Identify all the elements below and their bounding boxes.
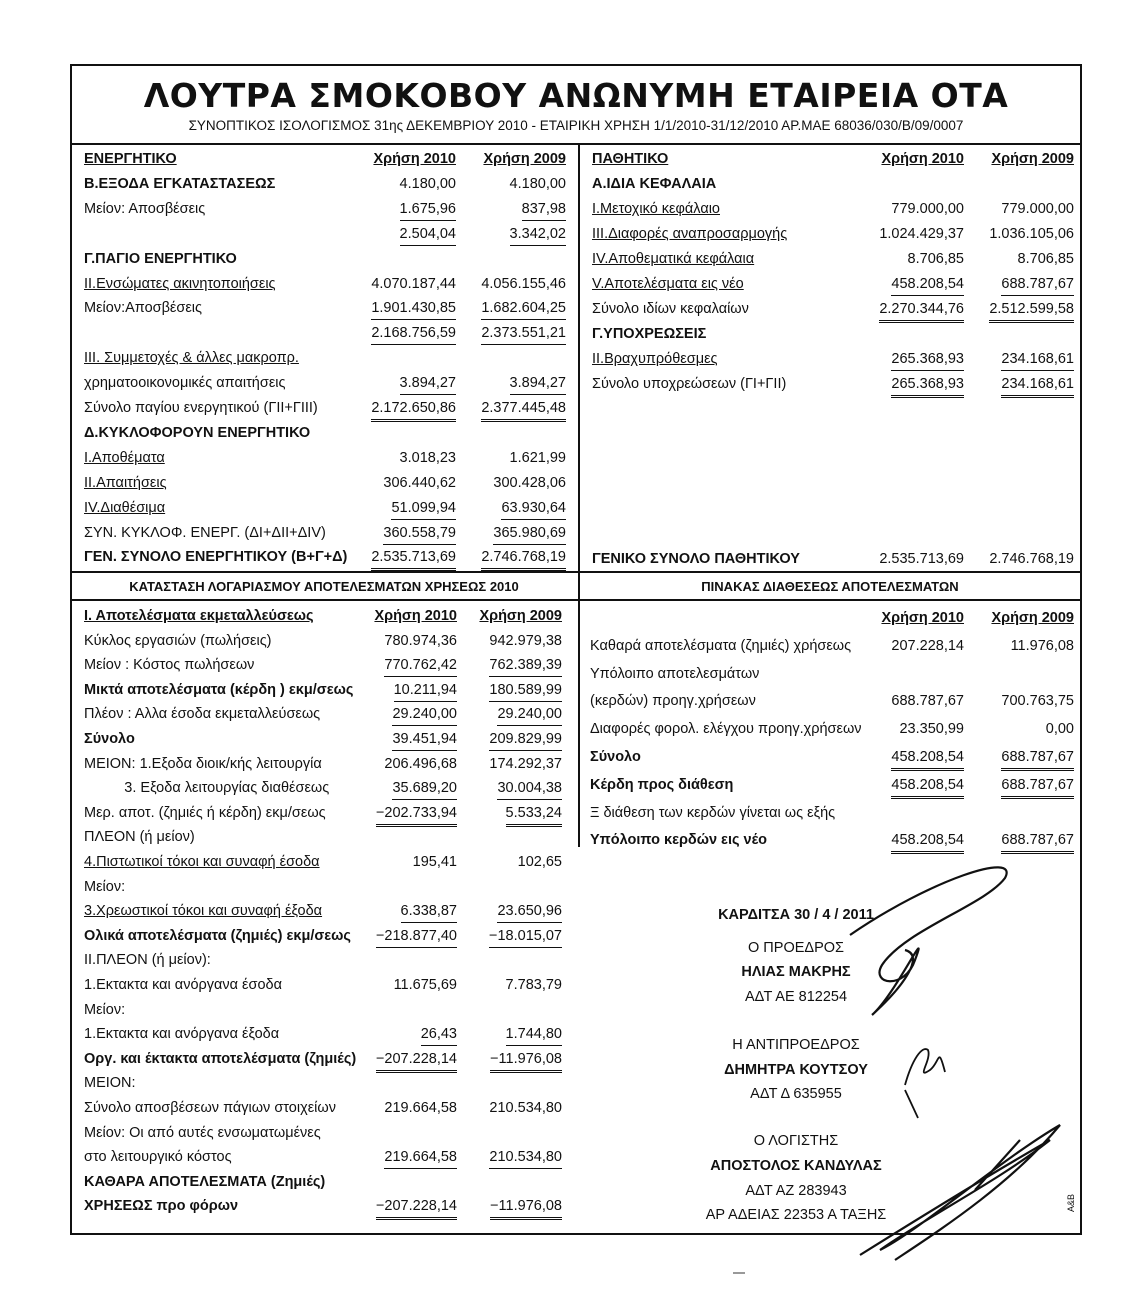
income-value-2010: Χρήση 2010 <box>374 608 457 624</box>
distribution-value-2009: 11.976,08 <box>1010 637 1074 654</box>
income-value-2009: 210.534,80 <box>489 1146 562 1169</box>
assets-value-2010: 2.168.756,59 <box>371 322 456 345</box>
distribution-value-2009: 688.787,67 <box>1001 746 1074 771</box>
distribution-value-2010: 458.208,54 <box>891 829 964 854</box>
assets-value-2009: 3.894,27 <box>510 372 566 395</box>
assets-value-2010: 3.894,27 <box>400 372 456 395</box>
distribution-row <box>590 718 1074 743</box>
liabilities-label: ΙV.Αποθεματικά κεφάλαια <box>592 251 755 267</box>
distribution-row <box>590 829 1074 854</box>
assets-row <box>84 148 566 173</box>
assets-row <box>84 546 566 571</box>
assets-label: Μείον: Αποσβέσεις <box>84 200 206 217</box>
income-value-2009: −11.976,08 <box>490 1195 562 1220</box>
liabilities-value-2010: 1.024.429,37 <box>879 226 964 242</box>
income-value-2009: 180.589,99 <box>489 679 562 702</box>
assets-row <box>84 397 566 422</box>
liabilities-value-2009: 2.512.599,58 <box>989 298 1074 323</box>
income-value-2010: −202.733,94 <box>376 802 457 827</box>
vp-name: ΔΗΜΗΤΡΑ ΚΟΥΤΣΟΥ <box>724 1062 868 1078</box>
assets-value-2010: Χρήση 2010 <box>373 151 456 167</box>
side-mark: A&B <box>1066 1193 1077 1213</box>
distribution-value-2010: 688.787,67 <box>891 693 964 710</box>
assets-value-2009: 4.180,00 <box>509 175 566 192</box>
assets-value-2010: 2.172.650,86 <box>371 397 456 422</box>
income-value-2010: −218.877,40 <box>376 925 457 948</box>
assets-label: Γ.ΠΑΓΙΟ ΕΝΕΡΓΗΤΙΚΟ <box>84 250 237 267</box>
distribution-row <box>590 635 1074 660</box>
income-label: ΧΡΗΣΕΩΣ προ φόρων <box>84 1198 239 1215</box>
liabilities-row <box>592 248 1074 273</box>
income-label: Ολικά αποτελέσματα (ζημιές) εκμ/σεως <box>84 927 351 944</box>
income-row <box>84 949 562 974</box>
income-value-2010: 206.496,68 <box>384 755 457 772</box>
assets-label: ΙV.Διαθέσιμα <box>84 499 166 516</box>
assets-value-2009: 2.377.445,48 <box>481 397 566 422</box>
income-value-2009: 7.783,79 <box>505 977 562 993</box>
assets-value-2009: 365.980,69 <box>493 522 566 545</box>
income-label: 3. Εξοδα λειτουργίας διαθέσεως <box>84 780 330 797</box>
income-row <box>84 703 562 728</box>
income-label: 1.Εκτακτα και ανόργανα έσοδα <box>84 977 282 993</box>
income-value-2010: 770.762,42 <box>384 654 457 677</box>
liabilities-total-row <box>592 548 1074 573</box>
assets-value-2010: 3.018,23 <box>399 449 456 466</box>
assets-label: χρηματοοικονομικές απαιτήσεις <box>84 375 286 392</box>
distribution-label: Υπόλοιπο αποτελεσμάτων <box>590 665 760 682</box>
income-value-2009: 762.389,39 <box>489 654 562 677</box>
company-title: ΛΟΥΤΡΑ ΣΜΟΚΟΒΟΥ ΑΝΩΝΥΜΗ ΕΤΑΙΡΕΙΑ ΟΤΑ <box>143 76 1009 115</box>
president-name: ΗΛΙΑΣ ΜΑΚΡΗΣ <box>741 964 851 980</box>
distribution-label: Κέρδη προς διάθεση <box>590 776 734 793</box>
liabilities-total-2009: 2.746.768,19 <box>989 551 1074 567</box>
president-title: Ο ΠΡΟΕΔΡΟΣ <box>748 940 844 956</box>
liabilities-value-2009: Χρήση 2009 <box>991 151 1074 167</box>
income-label: Σύνολο αποσβέσεων πάγιων στοιχείων <box>84 1100 336 1116</box>
income-row <box>84 630 562 655</box>
liabilities-value-2009: 8.706,85 <box>1017 251 1074 267</box>
assets-value-2009: 300.428,06 <box>493 474 566 491</box>
assets-row <box>84 422 566 447</box>
distribution-value-2009: 700.763,75 <box>1001 693 1074 710</box>
assets-row <box>84 248 566 273</box>
income-label: Μικτά αποτελέσματα (κέρδη ) εκμ/σεως <box>84 681 354 698</box>
accountant-license: ΑΡ ΑΔΕΙΑΣ 22353 Α ΤΑΞΗΣ <box>705 1207 887 1223</box>
accountant-id: ΑΔΤ ΑΖ 283943 <box>745 1183 847 1199</box>
assets-label: ΓΕΝ. ΣΥΝΟΛΟ ΕΝΕΡΓΗΤΙΚΟΥ (Β+Γ+Δ) <box>84 549 348 566</box>
vp-id: ΑΔΤ Δ 635955 <box>750 1086 842 1102</box>
liabilities-label: Σύνολο ιδίων κεφαλαίων <box>592 301 749 317</box>
distribution-value-2009: 0,00 <box>1045 721 1074 738</box>
distribution-value-2009: Χρήση 2009 <box>991 610 1074 626</box>
balance-sheet-subtitle: ΣΥΝΟΠΤΙΚΟΣ ΙΣΟΛΟΓΙΣΜΟΣ 31ης ΔΕΚΕΜΒΡΙΟΥ 2010 - ΕΤΑΙΡΙΚΗ ΧΡΗΣΗ 1/1/2010-31/12/2010 ΑΡ.ΜΑΕ 68036/030/Β/09/0007 <box>188 118 964 133</box>
president-id: ΑΔΤ ΑΕ 812254 <box>744 989 848 1005</box>
distribution-value-2010: 23.350,99 <box>899 721 964 738</box>
income-row <box>84 777 562 802</box>
liabilities-row <box>592 148 1074 173</box>
liabilities-value-2010: 458.208,54 <box>891 273 964 296</box>
assets-label: Δ.ΚΥΚΛΟΦΟΡΟΥΝ ΕΝΕΡΓΗΤΙΚΟ <box>84 424 311 441</box>
assets-row <box>84 522 566 547</box>
distribution-value-2009: 688.787,67 <box>1001 829 1074 854</box>
income-row <box>84 876 562 901</box>
assets-value-2009: 1.682.604,25 <box>481 297 566 320</box>
vp-title: Η ΑΝΤΙΠΡΟΕΔΡΟΣ <box>732 1037 860 1053</box>
income-row <box>84 851 562 876</box>
assets-row <box>84 297 566 322</box>
liabilities-row <box>592 298 1074 323</box>
liabilities-row <box>592 373 1074 398</box>
liabilities-total-label: ΓΕΝΙΚΟ ΣΥΝΟΛΟ ΠΑΘΗΤΙΚΟΥ <box>592 551 800 567</box>
distribution-label: Διαφορές φορολ. ελέγχου προηγ.χρήσεων <box>590 721 862 738</box>
assets-value-2009: 2.746.768,19 <box>481 546 566 571</box>
distribution-value-2010: Χρήση 2010 <box>881 610 964 626</box>
assets-value-2009: 63.930,64 <box>501 497 566 520</box>
assets-value-2009: 2.373.551,21 <box>481 322 566 345</box>
assets-value-2009: 837,98 <box>522 198 566 221</box>
income-row <box>84 1048 562 1073</box>
liabilities-value-2009: 779.000,00 <box>1001 201 1074 217</box>
liabilities-row <box>592 273 1074 298</box>
income-label: Ι. Αποτελέσματα εκμεταλλεύσεως <box>84 608 314 624</box>
income-row <box>84 1146 562 1171</box>
distribution-value-2010: 458.208,54 <box>891 746 964 771</box>
income-label: 3.Χρεωστικοί τόκοι και συναφή έξοδα <box>84 903 323 920</box>
distribution-label: Ξ διάθεση των κερδών γίνεται ως εξής <box>590 804 836 821</box>
header-divider <box>70 143 1082 145</box>
distribution-label: (κερδών) προηγ.χρήσεων <box>590 693 756 710</box>
income-row <box>84 753 562 778</box>
distribution-label: Σύνολο <box>590 749 641 765</box>
income-value-2009: 1.744,80 <box>506 1023 562 1046</box>
income-value-2010: 6.338,87 <box>401 900 457 923</box>
assets-row <box>84 497 566 522</box>
assets-value-2010: 4.180,00 <box>399 175 456 192</box>
income-label: 1.Εκτακτα και ανόργανα έξοδα <box>84 1026 280 1043</box>
income-value-2009: 210.534,80 <box>489 1100 562 1116</box>
distribution-row <box>590 607 1074 632</box>
liabilities-label: Α.ΙΔΙΑ ΚΕΦΑΛΑΙΑ <box>592 176 717 192</box>
income-value-2009: 102,65 <box>517 854 562 870</box>
income-value-2009: 5.533,24 <box>506 802 562 827</box>
distribution-value-2010: 458.208,54 <box>891 774 964 799</box>
assets-row <box>84 273 566 298</box>
income-label: Μερ. αποτ. (ζημιές ή κέρδη) εκμ/σεως <box>84 804 326 821</box>
column-divider-bottom <box>578 571 580 847</box>
income-row <box>84 974 562 999</box>
liabilities-value-2010: 2.270.344,76 <box>879 298 964 323</box>
income-row <box>84 1171 562 1196</box>
income-label: Μείον : Κόστος πωλήσεων <box>84 657 255 674</box>
assets-value-2010: 306.440,62 <box>383 474 456 491</box>
income-value-2009: 30.004,38 <box>497 777 562 800</box>
income-label: ΚΑΘΑΡΑ ΑΠΟΤΕΛΕΣΜΑΤΑ (Ζημιές) <box>84 1173 326 1190</box>
assets-value-2010: 51.099,94 <box>391 497 456 520</box>
liabilities-value-2010: Χρήση 2010 <box>881 151 964 167</box>
income-row <box>84 900 562 925</box>
income-statement-title: ΚΑΤΑΣΤΑΣΗ ΛΟΓΑΡΙΑΣΜΟΥ ΑΠΟΤΕΛΕΣΜΑΤΩΝ ΧΡΗΣΕΩΣ 2010 <box>129 579 519 594</box>
distribution-row <box>590 663 1074 688</box>
distribution-table-title: ΠΙΝΑΚΑΣ ΔΙΑΘΕΣΕΩΣ ΑΠΟΤΕΛΕΣΜΑΤΩΝ <box>701 579 959 594</box>
liabilities-label: ΙΙ.Βραχυπρόθεσμες <box>592 351 718 367</box>
income-label: 4.Πιστωτικοί τόκοι και συναφή έσοδα <box>84 854 320 870</box>
income-row <box>84 999 562 1024</box>
income-row <box>84 654 562 679</box>
assets-value-2010: 360.558,79 <box>383 522 456 545</box>
income-value-2010: 39.451,94 <box>392 728 457 751</box>
liabilities-value-2009: 234.168,61 <box>1001 348 1074 371</box>
distribution-row <box>590 802 1074 827</box>
assets-label: Β.ΕΞΟΔΑ ΕΓΚΑΤΑΣΤΑΣΕΩΣ <box>84 175 276 192</box>
income-row <box>84 1072 562 1097</box>
assets-label: ΙΙ.Ενσώματες ακινητοποιήσεις <box>84 275 276 292</box>
assets-label: ΙΙΙ. Συμμετοχές & άλλες μακροπρ. <box>84 350 299 367</box>
liabilities-label: Ι.Μετοχικό κεφάλαιο <box>592 201 720 217</box>
income-value-2010: 780.974,36 <box>384 632 457 649</box>
assets-value-2010: 1.901.430,85 <box>371 297 456 320</box>
distribution-label: Καθαρά αποτελέσματα (ζημιές) χρήσεως <box>590 637 852 654</box>
section-title-divider <box>70 599 1082 601</box>
income-value-2010: 29.240,00 <box>392 703 457 726</box>
income-value-2009: 174.292,37 <box>489 755 562 772</box>
assets-row <box>84 198 566 223</box>
accountant-title: Ο ΛΟΓΙΣΤΗΣ <box>753 1133 839 1149</box>
assets-label: ΙΙ.Απαιτήσεις <box>84 474 167 491</box>
income-row <box>84 1195 562 1220</box>
income-label: ΙΙ.ΠΛΕΟΝ (ή μείον): <box>84 952 211 969</box>
income-label: Πλέον : Αλλα έσοδα εκμεταλλεύσεως <box>84 706 321 723</box>
income-value-2010: 35.689,20 <box>392 777 457 800</box>
assets-value-2009: Χρήση 2009 <box>483 151 566 167</box>
income-label: ΠΛΕΟΝ (ή μείον) <box>84 829 195 846</box>
income-value-2010: 219.664,58 <box>384 1100 457 1116</box>
income-label: Σύνολο <box>84 731 135 747</box>
income-row <box>84 826 562 851</box>
assets-value-2010: 2.535.713,69 <box>371 546 456 571</box>
income-value-2009: −11.976,08 <box>490 1048 562 1073</box>
assets-value-2009: 3.342,02 <box>510 223 566 246</box>
assets-row <box>84 322 566 347</box>
liabilities-label: ΙΙΙ.Διαφορές αναπροσαρμογής <box>592 226 788 242</box>
liabilities-value-2010: 779.000,00 <box>891 201 964 217</box>
income-label: στο λειτουργικό κόστος <box>84 1149 232 1166</box>
assets-value-2010: 2.504,04 <box>400 223 456 246</box>
distribution-row <box>590 774 1074 799</box>
assets-label: Σύνολο παγίου ενεργητικού (ΓΙΙ+ΓΙΙΙ) <box>84 400 318 416</box>
income-value-2010: 26,43 <box>421 1023 457 1046</box>
liabilities-label: ΠΑΘΗΤΙΚΟ <box>592 151 669 167</box>
assets-row <box>84 472 566 497</box>
income-row <box>84 1097 562 1122</box>
liabilities-row <box>592 348 1074 373</box>
income-label: Μείον: <box>84 878 126 895</box>
liabilities-row <box>592 223 1074 248</box>
liabilities-value-2009: 688.787,67 <box>1001 273 1074 296</box>
income-row <box>84 605 562 630</box>
liabilities-row <box>592 173 1074 198</box>
assets-row <box>84 347 566 372</box>
income-value-2010: −207.228,14 <box>376 1048 457 1073</box>
liabilities-value-2010: 265.368,93 <box>891 348 964 371</box>
assets-label: Ι.Αποθέματα <box>84 449 165 466</box>
accountant-name: ΑΠΟΣΤΟΛΟΣ ΚΑΝΔΥΛΑΣ <box>710 1158 882 1174</box>
assets-row <box>84 173 566 198</box>
income-label: Μείον: Οι από αυτές ενσωματωμένες <box>84 1124 321 1141</box>
liabilities-row <box>592 198 1074 223</box>
assets-row <box>84 223 566 248</box>
income-value-2009: 29.240,00 <box>497 703 562 726</box>
distribution-value-2009: 688.787,67 <box>1001 774 1074 799</box>
liabilities-label: V.Αποτελέσματα εις νέο <box>592 276 744 292</box>
liabilities-label: Γ.ΥΠΟΧΡΕΩΣΕΙΣ <box>592 326 707 342</box>
liabilities-value-2009: 1.036.105,06 <box>989 226 1074 242</box>
income-row <box>84 728 562 753</box>
assets-row <box>84 372 566 397</box>
income-label: ΜΕΙΟΝ: <box>84 1075 136 1092</box>
assets-value-2009: 4.056.155,46 <box>481 275 566 292</box>
income-value-2010: −207.228,14 <box>376 1195 457 1220</box>
liabilities-value-2010: 265.368,93 <box>891 373 964 398</box>
income-value-2009: Χρήση 2009 <box>479 608 562 624</box>
income-row <box>84 1122 562 1147</box>
column-divider-top <box>578 143 580 573</box>
assets-value-2010: 4.070.187,44 <box>371 275 456 292</box>
income-row <box>84 1023 562 1048</box>
distribution-label: Υπόλοιπο κερδών εις νέο <box>590 832 768 849</box>
income-label: Κύκλος εργασιών (πωλήσεις) <box>84 632 272 649</box>
assets-value-2010: 1.675,96 <box>400 198 456 221</box>
assets-label: ΣΥΝ. ΚΥΚΛΟΦ. ΕΝΕΡΓ. (ΔΙ+ΔΙΙ+ΔΙV) <box>84 524 326 541</box>
liabilities-label: Σύνολο υποχρεώσεων (ΓΙ+ΓΙΙ) <box>592 376 787 392</box>
assets-label: ΕΝΕΡΓΗΤΙΚΟ <box>84 151 177 167</box>
income-value-2009: −18.015,07 <box>489 925 562 948</box>
income-label: Μείον: <box>84 1001 126 1018</box>
income-label: ΜΕΙΟΝ: 1.Εξοδα διοικ/κής λειτουργία <box>84 755 322 772</box>
income-value-2010: 11.675,69 <box>393 977 457 993</box>
income-label: Οργ. και έκτακτα αποτελέσματα (ζημιές) <box>84 1050 357 1067</box>
assets-row <box>84 447 566 472</box>
income-value-2009: 23.650,96 <box>497 900 562 923</box>
income-value-2009: 209.829,99 <box>489 728 562 751</box>
income-row <box>84 802 562 827</box>
income-value-2010: 10.211,94 <box>394 679 457 702</box>
income-row <box>84 925 562 950</box>
income-value-2010: 219.664,58 <box>384 1146 457 1169</box>
liabilities-row <box>592 323 1074 348</box>
distribution-value-2010: 207.228,14 <box>891 637 964 654</box>
income-value-2010: 195,41 <box>412 854 457 870</box>
liabilities-value-2009: 234.168,61 <box>1001 373 1074 398</box>
income-value-2009: 942.979,38 <box>489 632 562 649</box>
assets-label: Μείον:Αποσβέσεις <box>84 300 203 317</box>
assets-value-2009: 1.621,99 <box>509 449 566 466</box>
income-row <box>84 679 562 704</box>
distribution-row <box>590 690 1074 715</box>
place-date: ΚΑΡΔΙΤΣΑ 30 / 4 / 2011 <box>718 907 874 923</box>
liabilities-total-2010: 2.535.713,69 <box>879 551 964 567</box>
distribution-row <box>590 746 1074 771</box>
liabilities-value-2010: 8.706,85 <box>907 251 964 267</box>
